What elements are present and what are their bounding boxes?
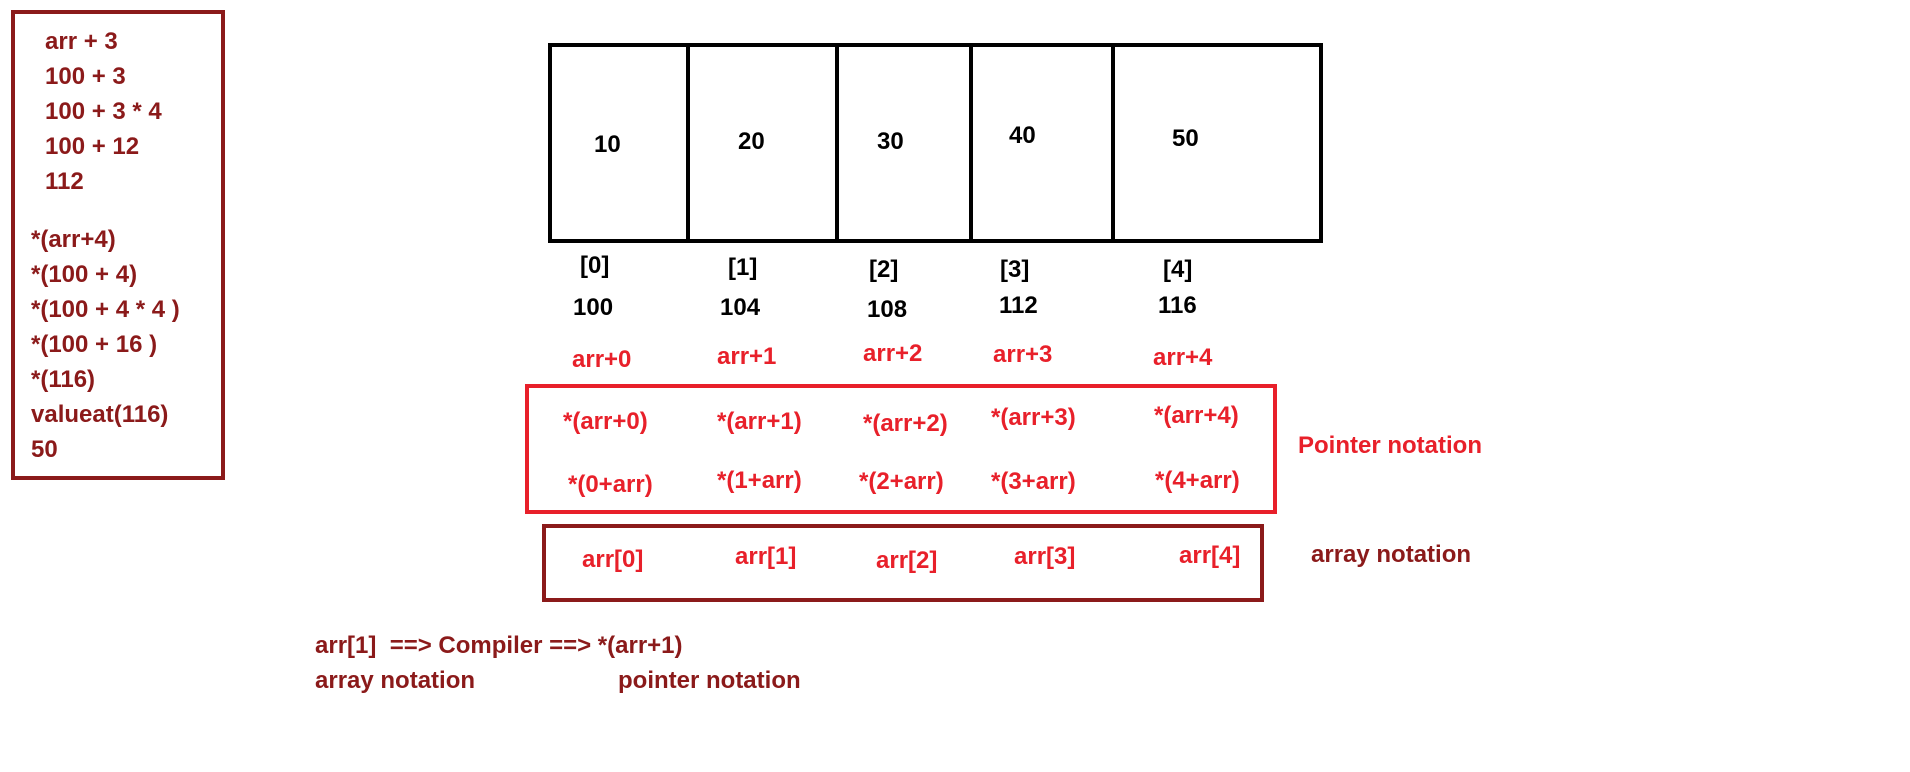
- pointer-notation-item: *(arr+2): [863, 410, 948, 437]
- index-label: [2]: [869, 256, 899, 283]
- deref-line: *(100 + 4): [31, 261, 138, 288]
- index-label: [0]: [580, 252, 610, 279]
- pointer-notation-item: *(3+arr): [991, 468, 1076, 495]
- pointer-notation-item: *(arr+0): [563, 408, 648, 435]
- address-label: 100: [573, 294, 614, 321]
- pointer-notation-item: *(arr+1): [717, 408, 802, 435]
- offset-label: arr+0: [572, 346, 632, 373]
- index-label: [3]: [1000, 256, 1030, 283]
- cell-divider: [1111, 43, 1115, 243]
- offset-label: arr+4: [1153, 344, 1213, 371]
- cell-value: 40: [1009, 122, 1036, 149]
- compiler-conversion-text: arr[1] ==> Compiler ==> *(arr+1): [315, 632, 683, 659]
- deref-line: *(100 + 4 * 4 ): [31, 296, 180, 323]
- address-label: 112: [999, 292, 1038, 319]
- array-memory-cells: [548, 43, 1323, 243]
- pointer-notation-caption: pointer notation: [618, 667, 801, 694]
- pointer-notation-item: *(arr+3): [991, 404, 1076, 431]
- cell-value: 20: [738, 128, 765, 155]
- array-notation-item: arr[0]: [582, 546, 644, 573]
- index-label: [4]: [1163, 256, 1193, 283]
- pointer-notation-item: *(arr+4): [1154, 402, 1239, 429]
- deref-line: *(arr+4): [31, 226, 116, 253]
- address-label: 116: [1158, 292, 1197, 319]
- cell-value: 50: [1172, 125, 1199, 152]
- array-notation-caption: array notation: [315, 667, 476, 694]
- index-label: [1]: [728, 254, 758, 281]
- calc-line: 100 + 12: [45, 133, 140, 160]
- deref-line: valueat(116): [31, 401, 169, 428]
- address-label: 104: [720, 294, 761, 321]
- calc-line: 100 + 3 * 4: [45, 98, 162, 125]
- offset-label: arr+3: [993, 341, 1053, 368]
- array-notation-item: arr[1]: [735, 543, 797, 570]
- pointer-notation-item: *(4+arr): [1155, 467, 1240, 494]
- calc-line: 100 + 3: [45, 63, 126, 90]
- calc-line: arr + 3: [45, 28, 118, 55]
- cell-value: 10: [594, 131, 621, 158]
- cell-value: 30: [877, 128, 904, 155]
- array-notation-label: array notation: [1311, 541, 1472, 568]
- pointer-notation-item: *(0+arr): [568, 471, 653, 498]
- offset-label: arr+2: [863, 340, 923, 367]
- deref-line: *(100 + 16 ): [31, 331, 158, 358]
- calc-line: 112: [45, 168, 84, 195]
- calculation-box: [11, 10, 225, 480]
- cell-divider: [969, 43, 973, 243]
- cell-divider: [835, 43, 839, 243]
- array-notation-item: arr[3]: [1014, 543, 1076, 570]
- pointer-notation-item: *(2+arr): [859, 468, 944, 495]
- pointer-notation-box: [525, 384, 1277, 514]
- deref-line: 50: [31, 436, 58, 463]
- deref-line: *(116): [31, 366, 96, 393]
- address-label: 108: [867, 296, 908, 323]
- offset-label: arr+1: [717, 343, 777, 370]
- array-notation-item: arr[2]: [876, 547, 938, 574]
- pointer-notation-item: *(1+arr): [717, 467, 802, 494]
- array-notation-box: [542, 524, 1264, 602]
- array-notation-item: arr[4]: [1179, 542, 1241, 569]
- cell-divider: [686, 43, 690, 243]
- pointer-notation-label: Pointer notation: [1298, 432, 1482, 459]
